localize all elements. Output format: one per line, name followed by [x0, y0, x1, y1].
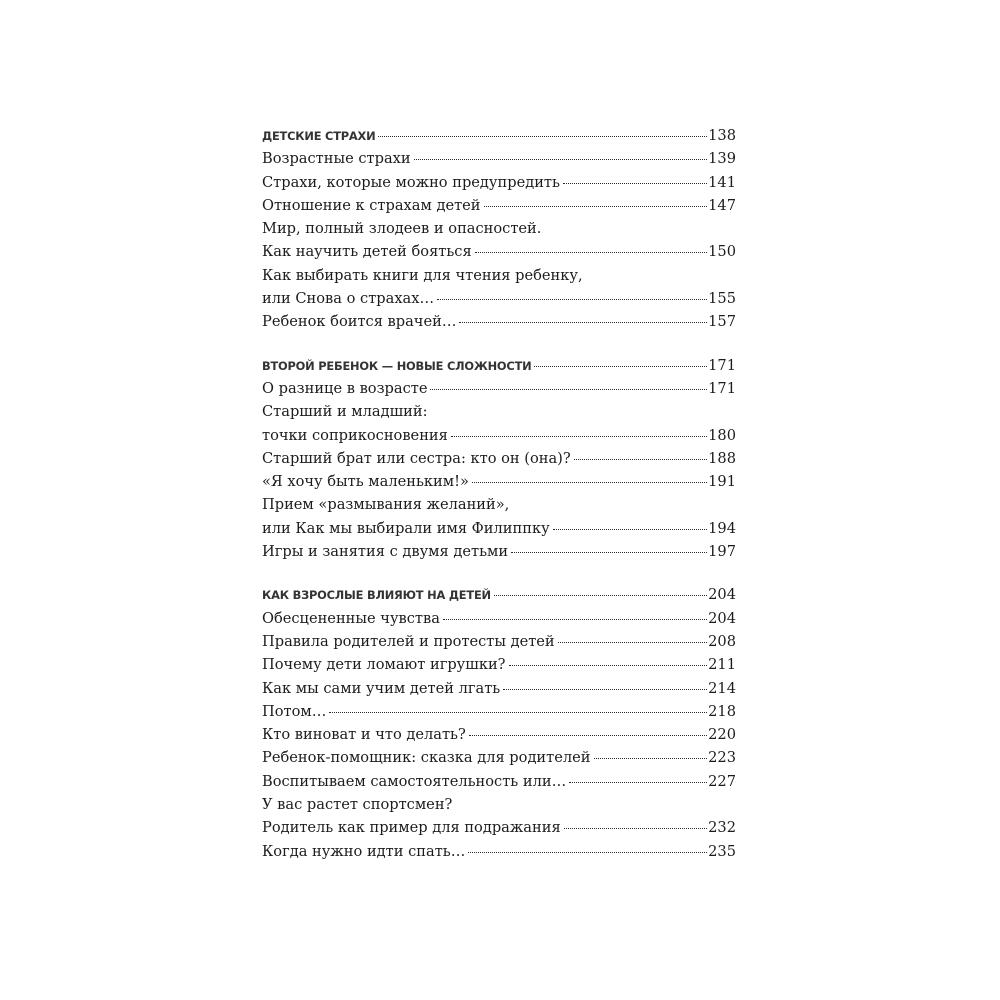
- toc-page-number: 150: [708, 243, 736, 261]
- toc-entry[interactable]: [262, 816, 736, 839]
- toc-heading-title: ВТОРОЙ РЕБЕНОК — НОВЫЕ СЛОЖНОСТИ: [262, 358, 532, 373]
- toc-page-number: 235: [708, 842, 736, 860]
- dot-leader: [494, 593, 707, 596]
- toc-entry-title: О разнице в возрасте: [262, 379, 428, 397]
- dot-leader: [594, 756, 708, 759]
- toc-page-number: 188: [708, 449, 736, 467]
- dot-leader: [511, 550, 707, 553]
- toc-page-number: 232: [708, 819, 736, 837]
- toc-page-number: 197: [708, 543, 736, 561]
- toc-page-number: 204: [708, 586, 736, 604]
- toc-entry-title: Кто виноват и что делать?: [262, 726, 466, 744]
- toc-entry[interactable]: [262, 840, 736, 863]
- toc-entry-title: Игры и занятия с двумя детьми: [262, 543, 509, 561]
- toc-page-number: 155: [708, 290, 736, 308]
- toc-entry[interactable]: [262, 607, 736, 630]
- toc-entry-title: Возрастные страхи: [262, 150, 411, 168]
- toc-page-number: 157: [708, 313, 736, 331]
- toc-entry-title: Старший и младший:: [262, 403, 428, 421]
- toc-entry-continued[interactable]: [262, 793, 736, 816]
- toc-entry[interactable]: [262, 147, 736, 170]
- dot-leader: [534, 364, 707, 367]
- toc-entry[interactable]: [262, 470, 736, 493]
- dot-leader: [329, 710, 707, 713]
- dot-leader: [564, 826, 707, 829]
- toc-page-number: 141: [708, 173, 736, 191]
- toc-entry-title: Родитель как пример для подражания: [262, 819, 561, 837]
- toc-entry-title: Ребенок боится врачей…: [262, 313, 457, 331]
- toc-entry[interactable]: [262, 424, 736, 447]
- toc-entry-title: или Как мы выбирали имя Филиппку: [262, 519, 550, 537]
- toc-section-heading[interactable]: [262, 354, 736, 377]
- toc-section-second-child: [262, 354, 736, 564]
- table-of-contents: [262, 124, 736, 883]
- toc-entry-title: Потом…: [262, 702, 327, 720]
- toc-entry[interactable]: [262, 540, 736, 563]
- dot-leader: [378, 134, 707, 137]
- toc-section-heading[interactable]: [262, 124, 736, 147]
- toc-entry-title: Старший брат или сестра: кто он (она)?: [262, 449, 571, 467]
- toc-entry[interactable]: [262, 287, 736, 310]
- toc-page-number: 223: [708, 749, 736, 767]
- dot-leader: [414, 157, 708, 160]
- toc-entry-title: Правила родителей и протесты детей: [262, 632, 555, 650]
- toc-entry-title: Воспитываем самостоятельность или…: [262, 772, 567, 790]
- dot-leader: [484, 204, 708, 207]
- toc-page-number: 220: [708, 726, 736, 744]
- dot-leader: [459, 320, 707, 323]
- toc-entry-title: Мир, полный злодеев и опасностей.: [262, 220, 542, 238]
- dot-leader: [563, 181, 707, 184]
- toc-entry[interactable]: [262, 653, 736, 676]
- toc-entry[interactable]: [262, 630, 736, 653]
- dot-leader: [468, 850, 707, 853]
- toc-entry[interactable]: [262, 377, 736, 400]
- toc-page-number: 171: [708, 379, 736, 397]
- toc-page-number: 214: [708, 679, 736, 697]
- toc-page-number: 180: [708, 426, 736, 444]
- toc-page-number: 218: [708, 702, 736, 720]
- toc-page-number: 211: [708, 656, 736, 674]
- toc-entry-title: или Снова о страхах…: [262, 290, 435, 308]
- toc-entry-title: Ребенок-помощник: сказка для родителей: [262, 749, 591, 767]
- toc-page-number: 227: [708, 772, 736, 790]
- toc-page-number: 208: [708, 632, 736, 650]
- toc-entry-continued[interactable]: [262, 400, 736, 423]
- toc-page-number: 147: [708, 196, 736, 214]
- toc-entry[interactable]: [262, 310, 736, 333]
- dot-leader: [553, 527, 707, 530]
- toc-entry[interactable]: [262, 517, 736, 540]
- toc-entry-title: Прием «размывания желаний»,: [262, 496, 510, 514]
- toc-entry[interactable]: [262, 723, 736, 746]
- toc-heading-title: КАК ВЗРОСЛЫЕ ВЛИЯЮТ НА ДЕТЕЙ: [262, 588, 491, 603]
- toc-entry-title: Отношение к страхам детей: [262, 196, 481, 214]
- toc-entry[interactable]: [262, 700, 736, 723]
- toc-entry-title: «Я хочу быть маленьким!»: [262, 473, 469, 491]
- dot-leader: [569, 780, 707, 783]
- toc-entry-title: точки соприкосновения: [262, 426, 448, 444]
- toc-entry[interactable]: [262, 770, 736, 793]
- toc-entry-title: Почему дети ломают игрушки?: [262, 656, 506, 674]
- toc-page-number: 204: [708, 609, 736, 627]
- toc-page-number: 171: [708, 356, 736, 374]
- toc-section-heading[interactable]: [262, 583, 736, 606]
- dot-leader: [437, 297, 707, 300]
- toc-page-number: 139: [708, 150, 736, 168]
- toc-entry[interactable]: [262, 746, 736, 769]
- toc-entry[interactable]: [262, 240, 736, 263]
- toc-entry[interactable]: [262, 171, 736, 194]
- dot-leader: [443, 617, 707, 620]
- toc-entry-continued[interactable]: [262, 264, 736, 287]
- toc-entry-title: Как мы сами учим детей лгать: [262, 679, 501, 697]
- toc-entry-continued[interactable]: [262, 493, 736, 516]
- toc-entry-continued[interactable]: [262, 217, 736, 240]
- toc-entry-title: Как научить детей бояться: [262, 243, 472, 261]
- toc-entry-title: У вас растет спортсмен?: [262, 796, 453, 814]
- dot-leader: [472, 480, 707, 483]
- dot-leader: [451, 434, 707, 437]
- toc-page-number: 138: [708, 127, 736, 144]
- dot-leader: [503, 687, 707, 690]
- dot-leader: [430, 387, 707, 390]
- toc-page-number: 194: [708, 519, 736, 537]
- toc-entry-title: Страхи, которые можно предупредить: [262, 173, 560, 191]
- dot-leader: [475, 250, 707, 253]
- toc-entry-title: Обесцененные чувства: [262, 609, 440, 627]
- toc-entry[interactable]: [262, 447, 736, 470]
- toc-section-adults-influence: [262, 583, 736, 863]
- toc-entry-title: Когда нужно идти спать…: [262, 842, 466, 860]
- toc-entry-title: Как выбирать книги для чтения ребенку,: [262, 266, 583, 284]
- dot-leader: [509, 663, 708, 666]
- toc-heading-title: ДЕТСКИЕ СТРАХИ: [262, 129, 376, 143]
- dot-leader: [558, 640, 708, 643]
- dot-leader: [574, 457, 707, 460]
- dot-leader: [469, 733, 707, 736]
- toc-entry[interactable]: [262, 677, 736, 700]
- toc-page-number: 191: [708, 473, 736, 491]
- toc-section-fears: [262, 124, 736, 334]
- toc-entry[interactable]: [262, 194, 736, 217]
